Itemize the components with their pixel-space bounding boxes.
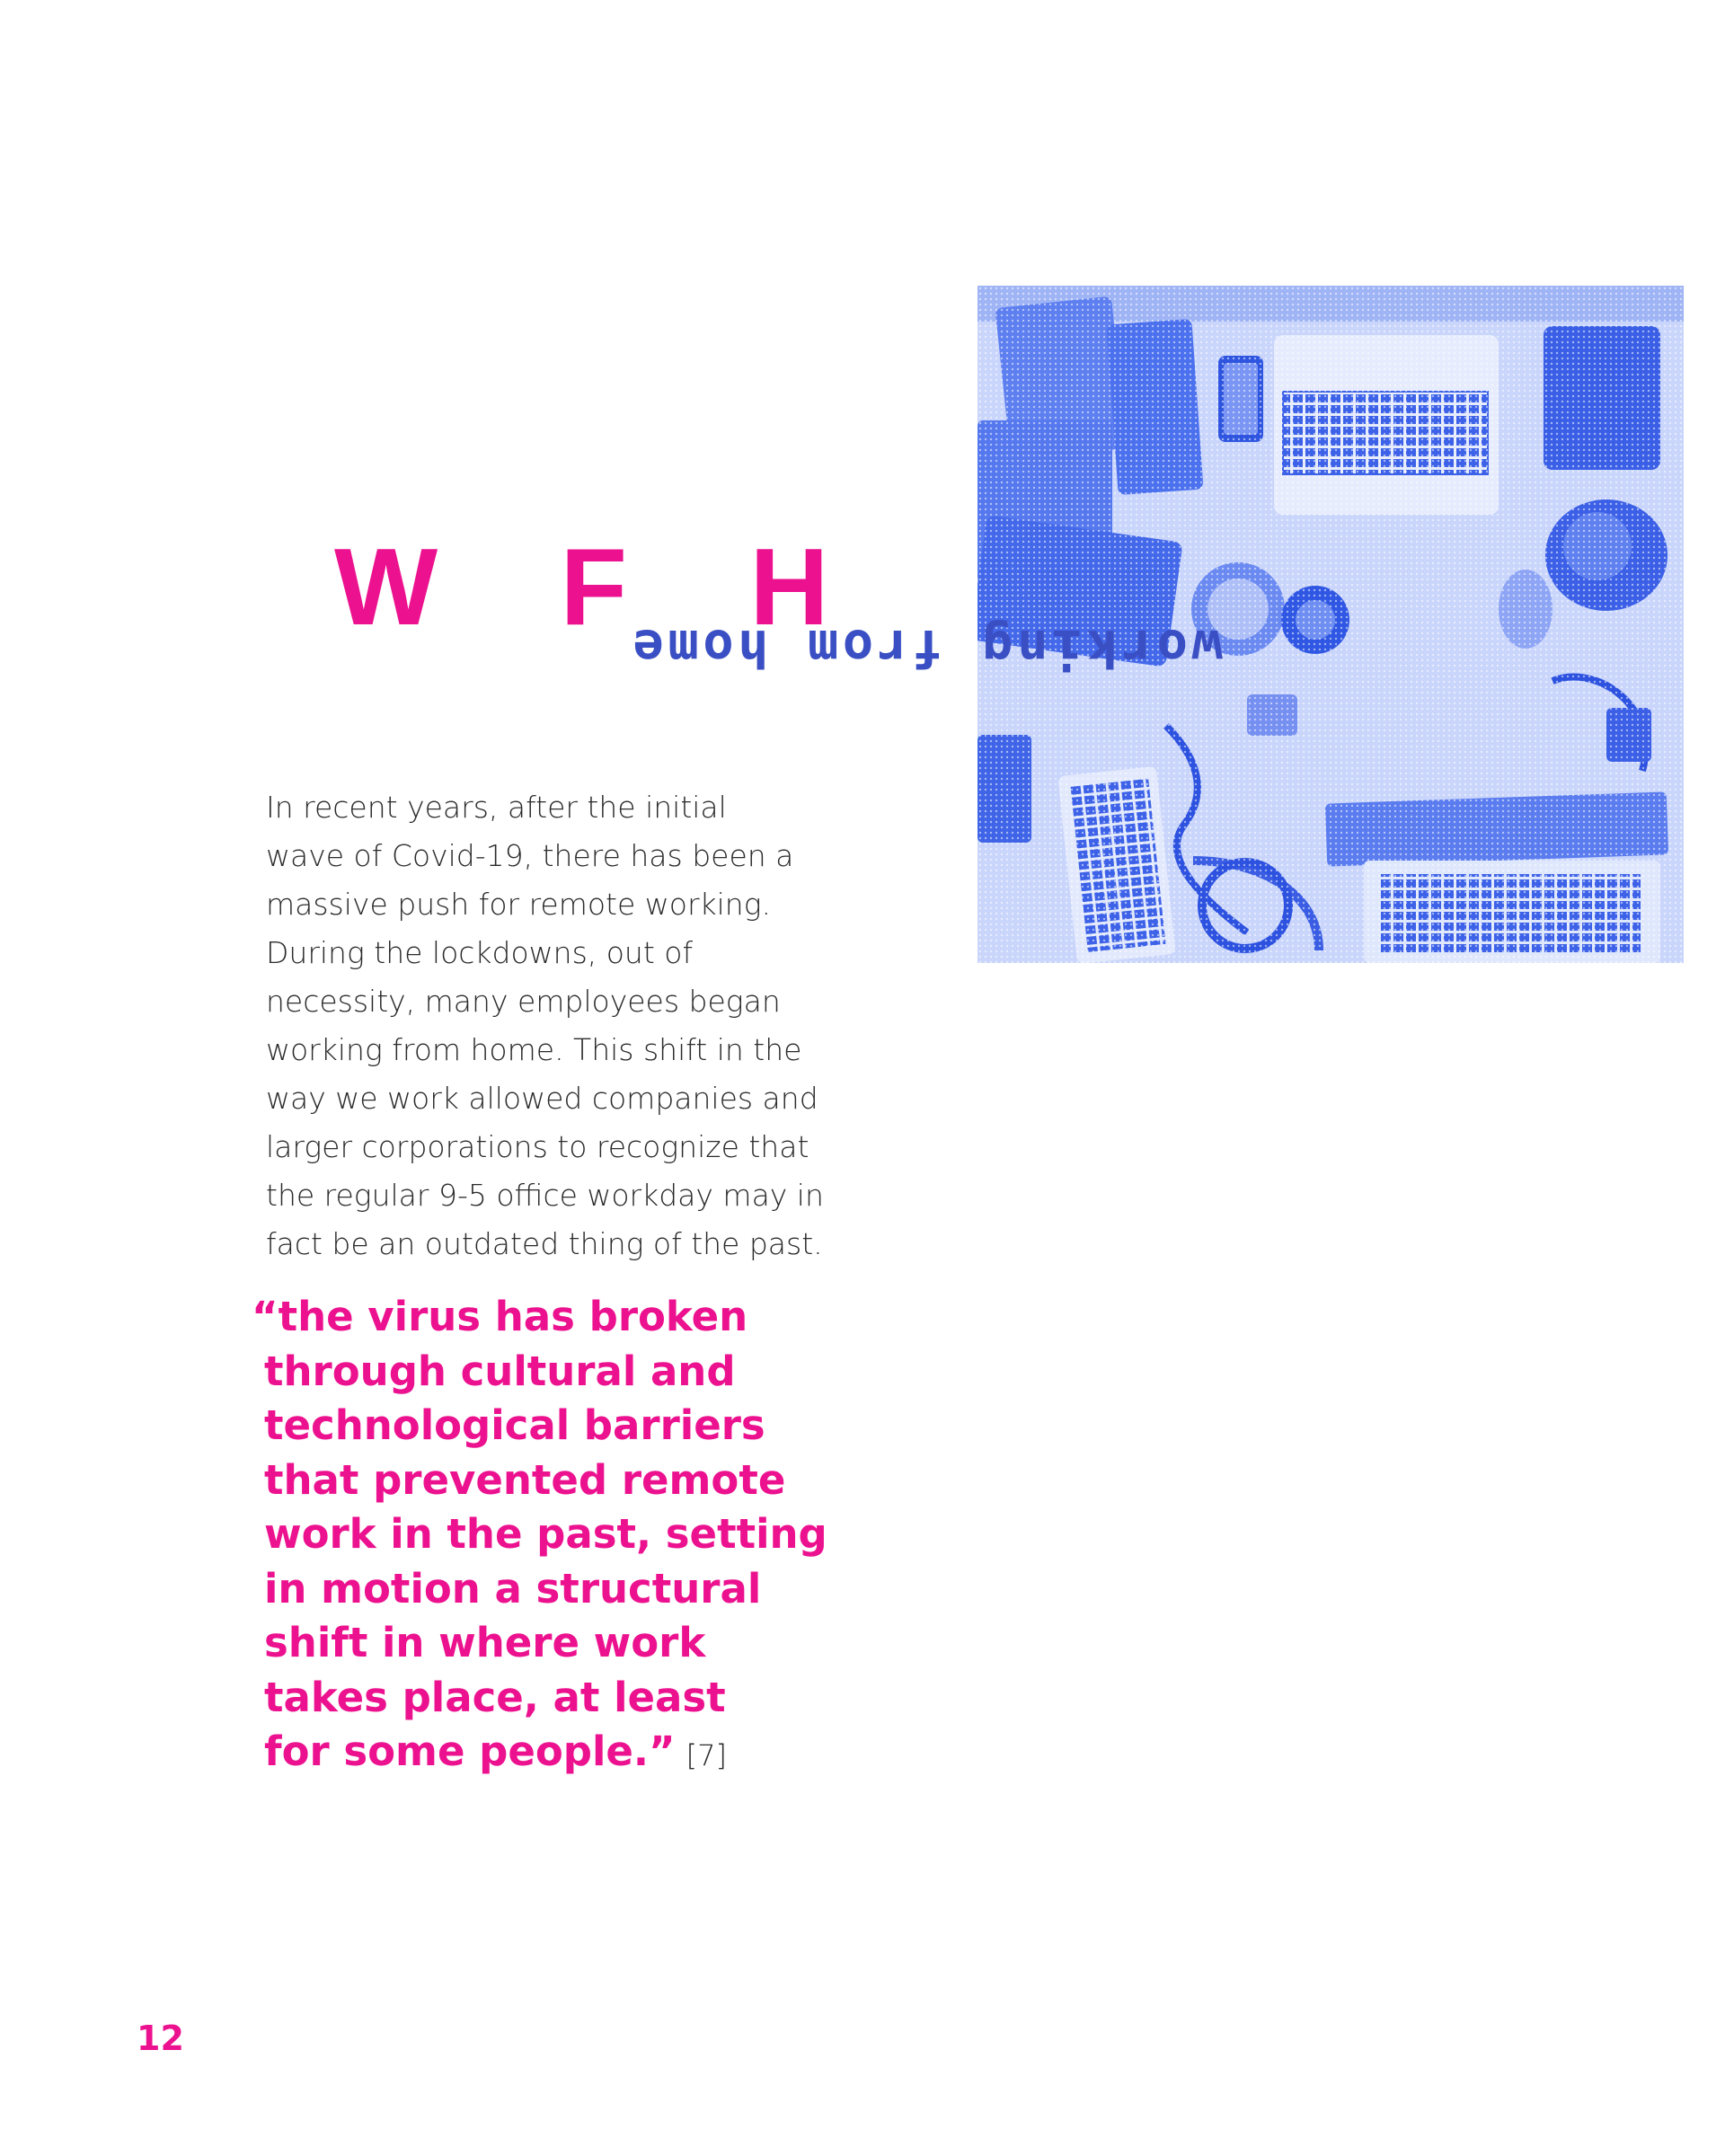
body-line: wave of Covid-19, there has been a xyxy=(266,838,794,873)
body-line: larger corporations to recognize that xyxy=(266,1129,809,1164)
page-title: W F H xyxy=(334,526,875,648)
body-line: massive push for remote working. xyxy=(266,887,772,922)
quote-line: shift in where work xyxy=(264,1619,706,1666)
page-number: 12 xyxy=(137,2019,184,2058)
body-line: necessity, many employees began xyxy=(266,984,781,1019)
quote-line: “the virus has broken xyxy=(252,1293,748,1340)
quote-line: through cultural and xyxy=(264,1347,736,1395)
page-subtitle-upside-down: working from home xyxy=(629,618,1223,677)
quote-line: takes place, at least xyxy=(264,1673,726,1721)
body-paragraph xyxy=(266,783,841,1268)
body-line: working from home. This shift in the xyxy=(266,1032,802,1067)
quote-line: that prevented remote xyxy=(264,1455,786,1504)
quote-line-text: for some people.” xyxy=(264,1727,676,1775)
body-line: way we work allowed companies and xyxy=(266,1081,818,1116)
body-line: fact be an outdated thing of the past. xyxy=(266,1226,823,1261)
citation-reference: [7] xyxy=(686,1738,727,1772)
quote-line: in motion a structural xyxy=(264,1564,762,1613)
body-line: During the lockdowns, out of xyxy=(266,935,694,970)
body-line: In recent years, after the initial xyxy=(266,790,727,825)
quote-line: technological barriers xyxy=(264,1401,765,1449)
body-line: the regular 9-5 office workday may in xyxy=(266,1178,824,1213)
pull-quote xyxy=(252,1290,880,1783)
quote-line: work in the past, setting xyxy=(264,1510,827,1558)
quote-line-last xyxy=(252,1725,880,1783)
